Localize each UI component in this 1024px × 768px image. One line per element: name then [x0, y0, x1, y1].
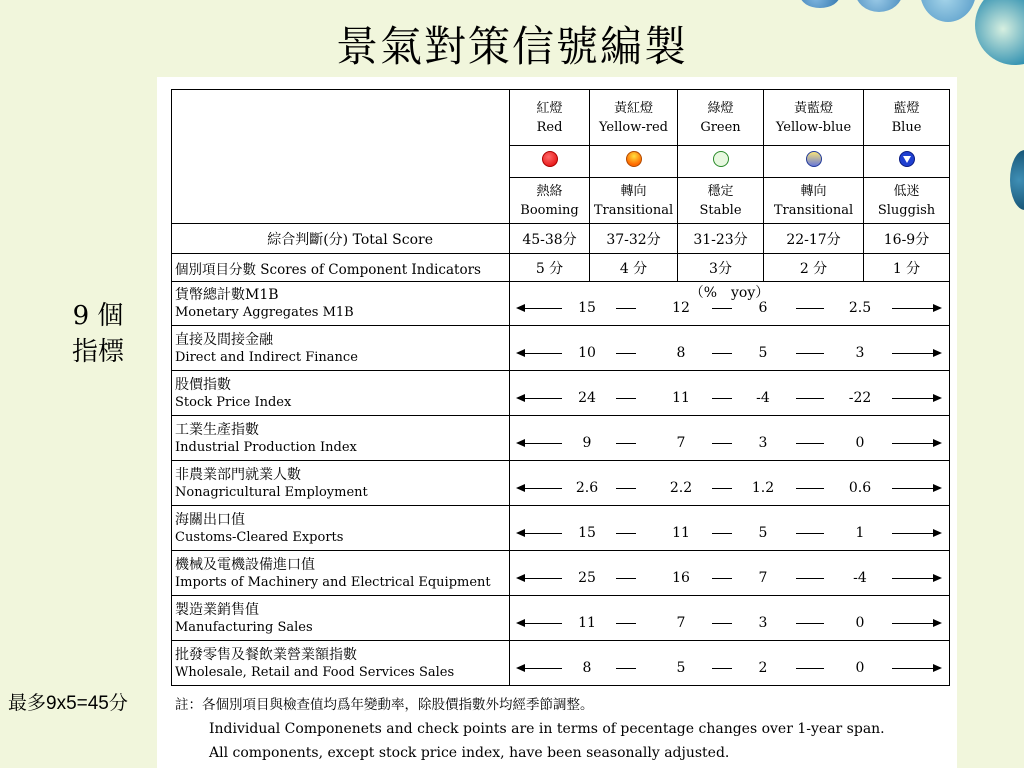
indicator-name-zh: 股價指數: [175, 376, 231, 393]
threshold-value: 11: [672, 390, 690, 406]
left-arrow-icon: [518, 398, 562, 399]
dash-icon: [616, 398, 636, 399]
dash-icon: [616, 353, 636, 354]
threshold-value: 0.6: [848, 480, 872, 496]
threshold-scale: [510, 571, 949, 585]
left-arrow-icon: [518, 533, 562, 534]
dash-icon: [712, 578, 732, 579]
left-arrow-icon: [518, 353, 562, 354]
right-arrow-icon: [892, 668, 940, 669]
signal-table: [171, 89, 950, 686]
dash-icon: [796, 623, 824, 624]
slide-title: 景氣對策信號編製: [335, 22, 688, 71]
dash-icon: [616, 623, 636, 624]
dash-icon: [616, 443, 636, 444]
indicator-name-zh: 貨幣總計數M1B: [175, 287, 279, 303]
signal-status-yellow-blue: 轉向 Transitional: [764, 178, 864, 224]
dash-icon: [712, 533, 732, 534]
right-arrow-icon: [892, 488, 940, 489]
dash-icon: [712, 398, 732, 399]
indicator-name-en: Nonagricultural Employment: [175, 484, 368, 500]
threshold-scale: [510, 481, 949, 495]
left-arrow-icon: [518, 308, 562, 309]
table-row: [172, 371, 950, 416]
decor-bubble: [855, 0, 903, 12]
indicator-name-cell: [172, 416, 510, 461]
threshold-value: 15: [578, 300, 596, 316]
indicator-name-cell: [172, 641, 510, 686]
signal-header-yellow-red: 黃紅燈 Yellow-red: [590, 90, 678, 146]
yellow-blue-lamp-icon: [806, 151, 822, 167]
signal-table-panel: [157, 77, 957, 768]
threshold-scale: [510, 346, 949, 360]
signal-status-yellow-red: 轉向 Transitional: [590, 178, 678, 224]
total-score-blue: 16-9分: [864, 224, 950, 254]
left-arrow-icon: [518, 578, 562, 579]
dash-icon: [796, 533, 824, 534]
left-arrow-icon: [518, 668, 562, 669]
indicator-thresholds-cell: [510, 371, 950, 416]
threshold-value: 0: [855, 660, 865, 676]
decor-bubble: [1010, 150, 1024, 210]
threshold-scale: [510, 301, 949, 315]
table-row: [172, 416, 950, 461]
right-arrow-icon: [892, 623, 940, 624]
threshold-value: 11: [578, 615, 596, 631]
total-score-green: 31-23分: [678, 224, 764, 254]
indicator-name-en: Direct and Indirect Finance: [175, 349, 358, 365]
dash-icon: [616, 668, 636, 669]
right-arrow-icon: [892, 533, 940, 534]
indicator-thresholds-cell: [510, 282, 950, 326]
indicator-name-zh: 直接及間接金融: [175, 331, 273, 348]
dash-icon: [712, 443, 732, 444]
max-score-label: 最多9x5=45分: [8, 693, 128, 714]
blue-lamp-icon: [899, 151, 915, 167]
table-row: [172, 326, 950, 371]
table-row: [172, 551, 950, 596]
signal-status-green: 穩定 Stable: [678, 178, 764, 224]
yellow-red-lamp-icon: [626, 151, 642, 167]
threshold-value: 6: [758, 300, 768, 316]
indicator-thresholds-cell: [510, 326, 950, 371]
threshold-value: -4: [853, 570, 867, 586]
threshold-value: 7: [676, 615, 686, 631]
indicator-name-en: Stock Price Index: [175, 394, 292, 410]
threshold-value: 5: [758, 345, 768, 361]
indicator-name-cell: [172, 282, 510, 326]
right-arrow-icon: [892, 308, 940, 309]
threshold-value: -22: [848, 390, 872, 406]
indicator-name-zh: 批發零售及餐飲業營業額指數: [175, 646, 357, 663]
indicator-thresholds-cell: [510, 596, 950, 641]
component-score-blue: 1 分: [864, 254, 950, 282]
threshold-value: 10: [578, 345, 596, 361]
indicator-name-cell: [172, 461, 510, 506]
indicator-thresholds-cell: [510, 461, 950, 506]
threshold-scale: [510, 661, 949, 675]
dash-icon: [616, 533, 636, 534]
threshold-value: 1: [855, 525, 865, 541]
indicator-count-line2: 指標: [71, 337, 124, 367]
table-row: [172, 461, 950, 506]
red-lamp-icon: [542, 151, 558, 167]
component-score-label: 個別項目分數 Scores of Component Indicators: [172, 254, 510, 282]
threshold-value: 2: [758, 660, 768, 676]
indicator-thresholds-cell: [510, 416, 950, 461]
table-row: [172, 596, 950, 641]
table-row: [172, 641, 950, 686]
dash-icon: [712, 353, 732, 354]
indicator-count-line1: 9 個: [72, 301, 124, 331]
threshold-value: 3: [758, 435, 768, 451]
right-arrow-icon: [892, 353, 940, 354]
indicator-name-zh: 機械及電機設備進口值: [175, 556, 315, 573]
left-arrow-icon: [518, 488, 562, 489]
total-score-label: 綜合判斷(分) Total Score: [172, 224, 510, 254]
dash-icon: [796, 443, 824, 444]
indicator-name-en: Industrial Production Index: [175, 439, 357, 455]
threshold-value: 8: [676, 345, 686, 361]
threshold-value: 9: [582, 435, 592, 451]
footnote-zh: 註：各個別項目與檢查值均爲年變動率，除股價指數外均經季節調整。: [175, 697, 594, 713]
signal-status-blue: 低迷 Sluggish: [864, 178, 950, 224]
left-arrow-icon: [518, 623, 562, 624]
threshold-value: 16: [672, 570, 690, 586]
dash-icon: [796, 578, 824, 579]
threshold-value: 11: [672, 525, 690, 541]
green-lamp-icon: [713, 151, 729, 167]
threshold-value: 2.6: [575, 480, 599, 496]
threshold-value: 12: [672, 300, 690, 316]
threshold-value: 0: [855, 435, 865, 451]
dash-icon: [616, 488, 636, 489]
signal-header-red: 紅燈 Red: [510, 90, 590, 146]
indicator-thresholds-cell: [510, 641, 950, 686]
threshold-value: 1.2: [751, 480, 775, 496]
threshold-scale: [510, 436, 949, 450]
footnote-en-2: All components, except stock price index, have been seasonally adjusted.: [209, 745, 730, 761]
threshold-value: 24: [578, 390, 596, 406]
total-score-yellow-red: 37-32分: [590, 224, 678, 254]
component-score-red: 5 分: [510, 254, 590, 282]
indicator-name-zh: 海關出口值: [175, 511, 245, 528]
table-row: [172, 282, 950, 326]
dash-icon: [616, 578, 636, 579]
dash-icon: [712, 488, 732, 489]
header-empty-cell: [172, 90, 510, 224]
dash-icon: [712, 308, 732, 309]
dash-icon: [796, 398, 824, 399]
table-row: [172, 506, 950, 551]
dash-icon: [712, 623, 732, 624]
right-arrow-icon: [892, 578, 940, 579]
threshold-value: 7: [758, 570, 768, 586]
signal-header-yellow-blue: 黃藍燈 Yellow-blue: [764, 90, 864, 146]
signal-status-red: 熱絡 Booming: [510, 178, 590, 224]
indicator-thresholds-cell: [510, 551, 950, 596]
dash-icon: [796, 353, 824, 354]
threshold-scale: [510, 616, 949, 630]
indicator-name-en: Manufacturing Sales: [175, 619, 313, 635]
indicator-name-en: Wholesale, Retail and Food Services Sales: [175, 664, 455, 680]
indicator-name-zh: 製造業銷售值: [175, 601, 259, 618]
component-score-green: 3分: [678, 254, 764, 282]
threshold-value: 3: [758, 615, 768, 631]
indicator-name-cell: [172, 551, 510, 596]
indicator-name-cell: [172, 326, 510, 371]
threshold-scale: [510, 391, 949, 405]
signal-header-green: 綠燈 Green: [678, 90, 764, 146]
total-score-yellow-blue: 22-17分: [764, 224, 864, 254]
threshold-scale: [510, 526, 949, 540]
signal-header-blue: 藍燈 Blue: [864, 90, 950, 146]
threshold-value: 5: [676, 660, 686, 676]
threshold-value: -4: [756, 390, 770, 406]
indicator-name-zh: 工業生產指數: [175, 421, 259, 438]
unit-label: （% yoy）: [689, 285, 770, 301]
threshold-value: 8: [582, 660, 592, 676]
dash-icon: [796, 488, 824, 489]
indicator-name-en: Imports of Machinery and Electrical Equipment: [175, 574, 491, 590]
indicator-name-cell: [172, 506, 510, 551]
dash-icon: [616, 308, 636, 309]
threshold-value: 2.2: [669, 480, 693, 496]
total-score-red: 45-38分: [510, 224, 590, 254]
decor-bubble: [800, 0, 840, 8]
threshold-value: 15: [578, 525, 596, 541]
indicator-name-zh: 非農業部門就業人數: [175, 466, 301, 483]
right-arrow-icon: [892, 443, 940, 444]
threshold-value: 7: [676, 435, 686, 451]
threshold-value: 5: [758, 525, 768, 541]
indicator-name-en: Customs-Cleared Exports: [175, 529, 344, 545]
dash-icon: [796, 308, 824, 309]
right-arrow-icon: [892, 398, 940, 399]
indicator-name-en: Monetary Aggregates M1B: [175, 305, 354, 320]
indicator-count-label: [58, 298, 138, 370]
dash-icon: [712, 668, 732, 669]
indicator-thresholds-cell: [510, 506, 950, 551]
footnote: [175, 693, 945, 765]
left-arrow-icon: [518, 443, 562, 444]
footnote-en-1: Individual Componenets and check points are in terms of pecentage changes over 1-year span.: [209, 721, 885, 737]
indicator-name-cell: [172, 371, 510, 416]
component-score-yellow-blue: 2 分: [764, 254, 864, 282]
indicator-name-cell: [172, 596, 510, 641]
threshold-value: 25: [578, 570, 596, 586]
component-score-yellow-red: 4 分: [590, 254, 678, 282]
threshold-value: 0: [855, 615, 865, 631]
threshold-value: 3: [855, 345, 865, 361]
dash-icon: [796, 668, 824, 669]
threshold-value: 2.5: [848, 300, 872, 316]
